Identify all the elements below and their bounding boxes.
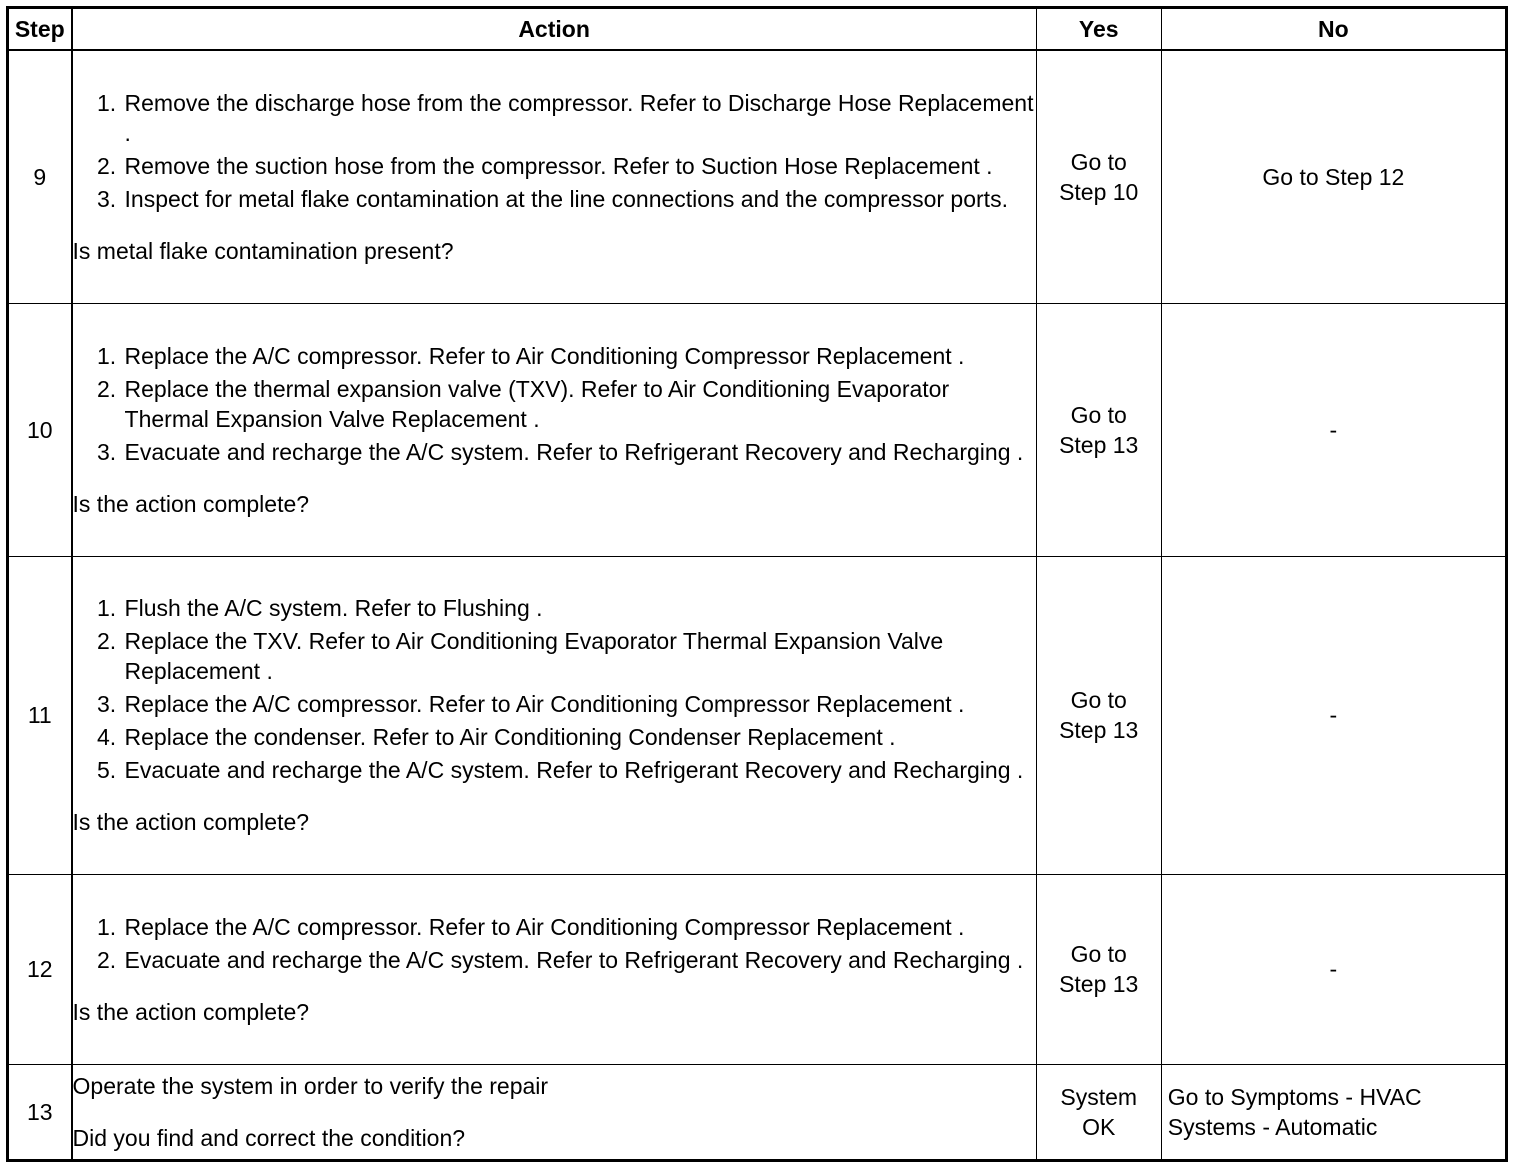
list-item: 4. Replace the condenser. Refer to Air Conditioning Condenser Replacement . bbox=[123, 722, 1036, 752]
yes-cell bbox=[1036, 303, 1161, 556]
action-cell bbox=[72, 50, 1037, 303]
list-item: 3. Evacuate and recharge the A/C system. Refer to Refrigerant Recovery and Recharging . bbox=[123, 437, 1036, 467]
list-item: 1. Remove the discharge hose from the compressor. Refer to Discharge Hose Replacement . bbox=[123, 88, 1036, 148]
yes-line: Go to bbox=[1070, 941, 1127, 967]
list-item: 3. Inspect for metal flake contamination at the line connections and the compressor ports. bbox=[123, 184, 1036, 214]
list-item: 2. Replace the thermal expansion valve (TXV). Refer to Air Conditioning Evaporator Thermal Expansion Valve Replacement . bbox=[123, 374, 1036, 434]
no-cell: - bbox=[1161, 556, 1506, 874]
yes-line: Go to bbox=[1070, 401, 1127, 428]
yes-cell bbox=[1036, 556, 1161, 874]
action-list bbox=[73, 88, 1036, 214]
table-row-step-12 bbox=[8, 874, 1507, 1064]
question-text: Is metal flake contamination present? bbox=[72, 237, 454, 264]
yes-line: Step 13 bbox=[1059, 971, 1139, 997]
yes-line: System bbox=[1060, 1083, 1138, 1110]
no-line: Systems - Automatic bbox=[1167, 1113, 1378, 1140]
header-action: Action bbox=[72, 8, 1037, 51]
table-row-step-10 bbox=[8, 303, 1507, 556]
diagnostic-table bbox=[6, 6, 1508, 1162]
no-cell bbox=[1161, 1064, 1506, 1160]
no-line: Go to Symptoms - HVAC bbox=[1167, 1083, 1422, 1110]
list-item: 3. Replace the A/C compressor. Refer to Air Conditioning Compressor Replacement . bbox=[123, 689, 1036, 719]
list-item: 2. Remove the suction hose from the compressor. Refer to Suction Hose Replacement . bbox=[123, 151, 1036, 181]
yes-cell bbox=[1036, 1064, 1161, 1160]
question-text: Is the action complete? bbox=[72, 809, 310, 835]
yes-line: Step 13 bbox=[1059, 431, 1139, 458]
step-number: 9 bbox=[8, 50, 72, 303]
yes-cell bbox=[1036, 50, 1161, 303]
list-item: 2. Replace the TXV. Refer to Air Conditioning Evaporator Thermal Expansion Valve Replacement . bbox=[123, 626, 1036, 686]
instruction-text: Operate the system in order to verify the repair bbox=[72, 1072, 549, 1099]
header-yes: Yes bbox=[1036, 8, 1161, 51]
no-cell: - bbox=[1161, 874, 1506, 1064]
step-number: 11 bbox=[8, 556, 72, 874]
table-row-step-9 bbox=[8, 50, 1507, 303]
action-cell bbox=[72, 874, 1037, 1064]
step-number: 10 bbox=[8, 303, 72, 556]
list-item: 1. Replace the A/C compressor. Refer to Air Conditioning Compressor Replacement . bbox=[123, 912, 1036, 942]
list-item: 1. Flush the A/C system. Refer to Flushing . bbox=[123, 593, 1036, 623]
yes-line: Go to bbox=[1070, 687, 1127, 713]
yes-line: Step 10 bbox=[1059, 178, 1139, 205]
table-row-step-13 bbox=[8, 1064, 1507, 1160]
table-row-step-11 bbox=[8, 556, 1507, 874]
list-item: 1. Replace the A/C compressor. Refer to Air Conditioning Compressor Replacement . bbox=[123, 341, 1036, 371]
header-row bbox=[8, 8, 1507, 51]
yes-line: OK bbox=[1082, 1113, 1116, 1140]
action-list bbox=[73, 341, 1036, 467]
action-cell bbox=[72, 556, 1037, 874]
no-cell: - bbox=[1161, 303, 1506, 556]
no-cell: Go to Step 12 bbox=[1161, 50, 1506, 303]
header-step: Step bbox=[8, 8, 72, 51]
action-cell bbox=[72, 1064, 1037, 1160]
header-no: No bbox=[1161, 8, 1506, 51]
yes-cell bbox=[1036, 874, 1161, 1064]
action-list bbox=[73, 593, 1036, 785]
yes-line: Go to bbox=[1070, 148, 1127, 175]
question-text: Did you find and correct the condition? bbox=[72, 1124, 466, 1151]
step-number: 12 bbox=[8, 874, 72, 1064]
action-list bbox=[73, 912, 1036, 975]
question-text: Is the action complete? bbox=[72, 490, 310, 517]
list-item: 2. Evacuate and recharge the A/C system. Refer to Refrigerant Recovery and Recharging . bbox=[123, 945, 1036, 975]
action-cell bbox=[72, 303, 1037, 556]
step-number: 13 bbox=[8, 1064, 72, 1160]
list-item: 5. Evacuate and recharge the A/C system. Refer to Refrigerant Recovery and Recharging . bbox=[123, 755, 1036, 785]
question-text: Is the action complete? bbox=[72, 998, 310, 1025]
yes-line: Step 13 bbox=[1059, 717, 1139, 743]
